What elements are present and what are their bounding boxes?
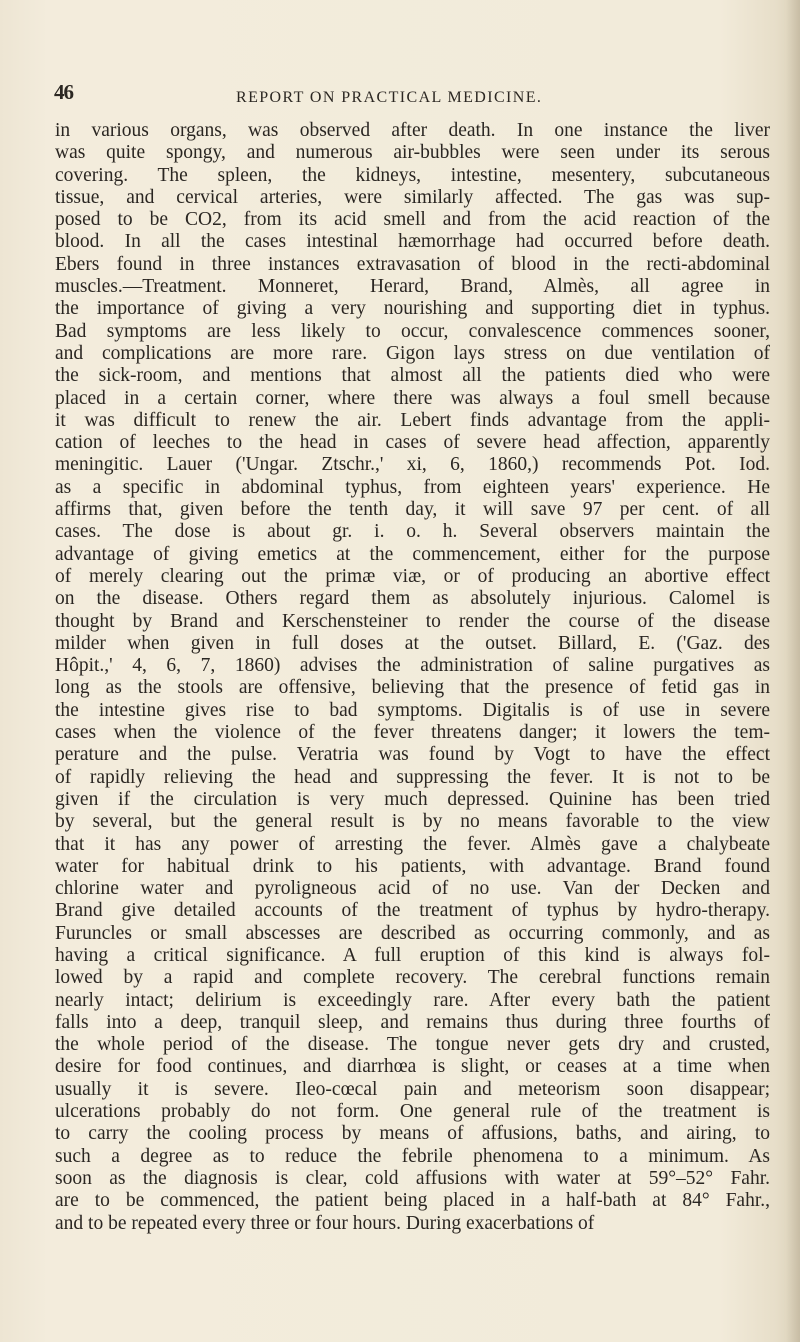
- text-line: of merely clearing out the primæ viæ, or of producing an abortive effect: [55, 565, 770, 587]
- text-line: covering. The spleen, the kidneys, intestine, mesentery, subcutaneous: [55, 164, 770, 186]
- text-line: and complications are more rare. Gigon lays stress on due ventilation of: [55, 342, 770, 364]
- text-line: Hôpit.,' 4, 6, 7, 1860) advises the administration of saline purgatives as: [55, 655, 770, 677]
- text-line: the importance of giving a very nourishing and supporting diet in typhus.: [55, 298, 770, 320]
- text-line: in various organs, was observed after death. In one instance the liver: [55, 120, 770, 141]
- text-line: Furuncles or small abscesses are described as occurring commonly, and as: [55, 922, 770, 944]
- text-line: the whole period of the disease. The tongue never gets dry and crusted,: [55, 1034, 770, 1056]
- text-line: as a specific in abdominal typhus, from eighteen years' experience. He: [55, 476, 770, 498]
- text-line: Ebers found in three instances extravasation of blood in the recti-abdominal: [55, 253, 770, 275]
- text-line: advantage of giving emetics at the commencement, either for the purpose: [55, 543, 770, 565]
- page-edge-shadow: [786, 0, 800, 1342]
- text-line: to carry the cooling process by means of affusions, baths, and airing, to: [55, 1123, 770, 1145]
- text-line: falls into a deep, tranquil sleep, and remains thus during three fourths of: [55, 1011, 770, 1033]
- text-line: cases when the violence of the fever threatens danger; it lowers the tem-: [55, 722, 770, 744]
- text-line: usually it is severe. Ileo-cœcal pain and meteorism soon disappear;: [55, 1078, 770, 1100]
- page-number: 46: [54, 80, 73, 104]
- text-line: meningitic. Lauer ('Ungar. Ztschr.,' xi, 6, 1860,) recommends Pot. Iod.: [55, 454, 770, 476]
- text-line: having a critical significance. A full eruption of this kind is always fol-: [55, 944, 770, 966]
- text-line: cases. The dose is about gr. i. o. h. Several observers maintain the: [55, 521, 770, 543]
- text-line: it was difficult to renew the air. Lebert finds advantage from the appli-: [55, 409, 770, 431]
- text-line: perature and the pulse. Veratria was found by Vogt to have the effect: [55, 744, 770, 766]
- text-line: Bad symptoms are less likely to occur, convalescence commences sooner,: [55, 320, 770, 342]
- text-line: thought by Brand and Kerschensteiner to render the course of the disease: [55, 610, 770, 632]
- text-line: and to be repeated every three or four hours. During exacerbations of: [55, 1212, 595, 1234]
- text-line: blood. In all the cases intestinal hæmorrhage had occurred before death.: [55, 231, 770, 253]
- text-line: long as the stools are offensive, believing that the presence of fetid gas in: [55, 677, 770, 699]
- text-line: posed to be CO2, from its acid smell and from the acid reaction of the: [55, 209, 770, 231]
- text-line: are to be commenced, the patient being placed in a half-bath at 84° Fahr.,: [55, 1190, 770, 1212]
- page-header: [0, 80, 800, 114]
- text-line: lowed by a rapid and complete recovery. The cerebral functions remain: [55, 967, 770, 989]
- text-line: nearly intact; delirium is exceedingly rare. After every bath the patient: [55, 989, 770, 1011]
- text-line: affirms that, given before the tenth day, it will save 97 per cent. of all: [55, 499, 770, 521]
- body-text: [55, 120, 770, 1235]
- text-line: the sick-room, and mentions that almost all the patients died who were: [55, 365, 770, 387]
- text-line: muscles.—Treatment. Monneret, Herard, Brand, Almès, all agree in: [55, 276, 770, 298]
- text-line: soon as the diagnosis is clear, cold affusions with water at 59°–52° Fahr.: [55, 1167, 770, 1189]
- text-line: tissue, and cervical arteries, were similarly affected. The gas was sup-: [55, 186, 770, 208]
- text-line: milder when given in full doses at the outset. Billard, E. ('Gaz. des: [55, 632, 770, 654]
- text-line: cation of leeches to the head in cases of severe head affection, apparently: [55, 432, 770, 454]
- text-line: desire for food continues, and diarrhœa is slight, or ceases at a time when: [55, 1056, 770, 1078]
- text-line: such a degree as to reduce the febrile phenomena to a minimum. As: [55, 1145, 770, 1167]
- text-line: placed in a certain corner, where there was always a foul smell because: [55, 387, 770, 409]
- text-line: was quite spongy, and numerous air-bubbles were seen under its serous: [55, 142, 770, 164]
- text-line: the intestine gives rise to bad symptoms. Digitalis is of use in severe: [55, 699, 770, 721]
- running-head: REPORT ON PRACTICAL MEDICINE.: [236, 89, 543, 106]
- text-line: that it has any power of arresting the fever. Almès gave a chalybeate: [55, 833, 770, 855]
- text-line: water for habitual drink to his patients, with advantage. Brand found: [55, 855, 770, 877]
- text-line: given if the circulation is very much depressed. Quinine has been tried: [55, 788, 770, 810]
- text-line: on the disease. Others regard them as absolutely injurious. Calomel is: [55, 588, 770, 610]
- text-line: by several, but the general result is by no means favorable to the view: [55, 811, 770, 833]
- text-line: Brand give detailed accounts of the treatment of typhus by hydro-therapy.: [55, 900, 770, 922]
- text-line: chlorine water and pyroligneous acid of no use. Van der Decken and: [55, 878, 770, 900]
- text-line: ulcerations probably do not form. One general rule of the treatment is: [55, 1101, 770, 1123]
- text-line: of rapidly relieving the head and suppressing the fever. It is not to be: [55, 766, 770, 788]
